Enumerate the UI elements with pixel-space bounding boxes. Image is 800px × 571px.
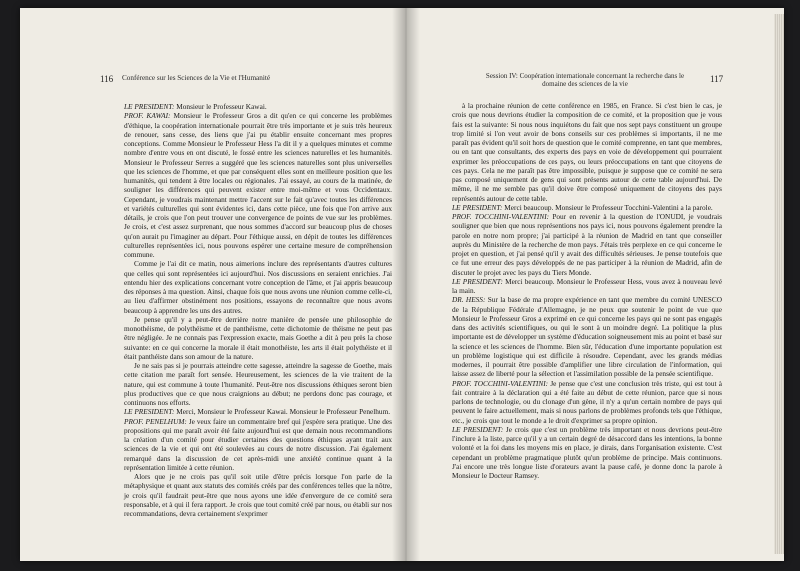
paragraph [124,315,392,361]
speaker-label: PROF. PENELHUM: [124,416,187,426]
page-text [452,101,722,480]
paragraph [452,425,722,481]
speaker-label: PROF. TOCCHINI-VALENTINI: [452,378,549,388]
page-edges [774,14,784,554]
book-gutter [392,8,420,561]
paragraph-text: Je pense que c'est une conclusion très triste, qui est tout à fait contraire à la déclaration qui a été faite au début de cette réunion, parce que si nous parlons de technologie, ou du clonage d'un gène, il n'y a qu'un certain nombre de pays qui peuvent le faire actuellement, mais si nous parlons de problèmes profonds tels que l'éthique, etc., je crois que tout le monde a le droit d'exprimer sa propre opinion. [452,378,722,425]
speaker-label: LE PRESIDENT: [452,276,503,286]
paragraph [124,259,392,315]
paragraph [124,472,392,518]
paragraph-text: Pour en revenir à la question de l'ONUDI, je voudrais souligner que bien que nous représentions nos pays ici, nous pouvons également prendre la parole en notre nom propre; j'ai participé à la réunion de Madrid en tant que conseiller auprès du Ministère de la recherche de mon pays. J'étais très perplexe en ce qui concerne le projet en question, et j'ai pensé qu'il y avait des difficultés sérieuses. Je pense toutefois que ce fut une erreur des pays développés de ne pas participer à la réunion de Madrid, afin de discuter le projet avec les pays du Tiers Monde. [452,212,722,277]
speaker-label: DR. HESS: [452,295,486,305]
speaker-label: LE PRESIDENT: [124,102,175,111]
speaker-label: LE PRESIDENT: [124,407,175,417]
speaker-label: PROF. KAWAI: [124,111,171,121]
paragraph [452,101,722,203]
paragraph-text: Je crois que c'est un problème très important et nous devrions peut-être l'inclure à la liste, parce qu'il y a un certain degré de désaccord dans les intentions, la bonne volonté et la foi dans les moyens mis en place, je dirais, dans l'organisation existente. C'est cependant un problème pragmatique plutôt qu'un problème de principe. Mais continuons. J'ai encore une très longue liste d'orateurs avant la pause café, je donne donc la parole à Monsieur le Docteur Ramsey. [452,424,723,480]
paragraph-text: Comme je l'ai dit ce matin, nous aimerions inclure des représentants d'autres cultures que celles qui sont représentées ici aujourd'hui. Nos discussions en seraient enrichies. J'ai entendu hier des explications concernant votre conception de l'âme, et j'ai appris beaucoup des réponses à ma question. Ainsi, chaque fois que nous avons une réunion comme celle-ci, au lieu d'affirmer obstinément nos positions, essayons de reconnaître que nous avons beaucoup à apprendre les uns des autres. [124,259,392,315]
paragraph [452,212,722,277]
speaker-label: PROF. TOCCHINI-VALENTINI: [452,212,550,221]
paragraph-text: Je veux faire un commentaire bref qui j'espère sera pratique. Une des propositions qui me paraît avoir été faite aujourd'hui est que demain nous recommandions la création d'un comité pour étudier certaines des questions éthiques ayant trait aux sciences de la vie et qui ont été soulevées au cours de notre discussion. J'ai également remarqué dans la discussion de cet après-midi une anxiété continue quant à la représentation limitée à cette réunion. [124,416,393,472]
paragraph [124,102,392,111]
page-text [124,102,392,518]
paragraph-text: Alors que je ne crois pas qu'il soit utile d'être précis lorsque l'on parle de la métaphysique et quant aux statuts des comités créés par des conférences telles que la nôtre, je crois qu'il faudrait peut-être que nous ayons une idée d'envergure de ce comité sera responsable, et à qui il fera rapport. Je crois que tout comité créé par nous, ou établi sur nos recommandations, devra certainement s'exprimer [124,472,392,518]
speaker-label: LE PRESIDENT: [452,202,503,212]
page-number: 117 [710,74,724,84]
speaker-label: LE PRESIDENT: [452,424,504,434]
paragraph-text: Je ne sais pas si je pourrais atteindre cette sagesse, atteindre la sagesse de Goethe, mais cette citation me paraît fort sensée. Heureusement, les sciences de la vie traitent de la nature, qui est commune à toute l'humanité. Peut-être nos discussions éthiques seront bien plus productives que ce que nous craignions au début; ne perdons donc pas courage, et continuons nos efforts. [124,361,392,407]
paragraph-text: Sur la base de ma propre expérience en tant que membre du comité UNESCO de la République Fédérale d'Allemagne, je ne peux que soutenir le point de vue que Monsieur le Professeur Gros a exprimé en ce qui concerne les pays qui ne sont pas engagés dans des activités scientifiques, ou qui le sont à un moindre degré. La politique la plus importante est de développer un système d'éducation soigneusement mis au point et basé sur la science et les sciences de l'homme. Bien sûr, l'éducation d'une importante population est un problème logistique qui est difficile à résoudre. Cependant, avec les grands médias modernes, il pourrait être possible d'amplifier une libre circulation de l'information, qui laisse assez de liberté pour la sélection et l'assimilation possible de la pensée scientifique. [452,295,722,379]
paragraph-text: à la prochaine réunion de cette conférence en 1985, en France. Si c'est bien le cas, je crois que nous devrions étudier la composition de ce comité, et la proposition que je vous fais est la suivante: Si nous nous inquiétons du fait que nos sept pays constituent un groupe trop limité si l'on veut avoir de bons conseils sur ces problèmes si importants, il ne me paraît pas évident qu'il soit hors de question que le comité comprenne, en tant que membres, ou en tant que consultants, des experts des pays en voie de développement qui pourraient exprimer les préoccupations de ces pays, ou leurs préoccupations en tant que citoyens de ces pays. Cela ne me paraît pas être impossible, puisque je suppose que ce comité ne sera pas composé uniquement de gens qui sont présents autour de cette table aujourd'hui. De même, il ne me semble pas qu'il doive être composé uniquement de citoyens des pays représentés autour de cette table. [452,101,722,203]
paragraph [124,417,392,473]
running-head: Session IV: Coopération internationale concernant la recherche dans le domaine des sciences de la vie [485,72,685,88]
paragraph [452,295,722,378]
running-head: Conférence sur les Sciences de la Vie et l'Humanité [122,74,271,82]
paragraph-text: Monsieur le Professeur Gros a dit qu'en ce qui concerne les problèmes d'éthique, la coopération internationale pourrait être très importante et je suis très heureux de renouer, sans cesse, des liens que j'ai pu établir ensuite concernant mes propres conceptions. Comme Monsieur le Professeur Hess l'a dit il y a quelques minutes et comme nombre d'entre vous en ont discuté, le fossé entre les sciences naturelles et les humanités. Monsieur le Professeur Serres a suggéré que les sciences naturelles sont plus universelles que les sciences de l'homme, et que par conséquent elles sont en meilleure position que les humanités, qui tendent à être locales ou régionales. J'ai essayé, au cours de la matinée, de souligner les différences qui peuvent exister entre moi-même et vous Occidentaux. Cependant, je voudrais maintenant mettre l'accent sur le fait qu'avec toutes les différences et variétés culturelles qui sont évidentes ici, dans cette pièce, une fois que l'on arrive aux détails, je crois que l'on peut trouver une convergence de points de vue sur les problèmes. Je crois, et c'est assez surprenant, que nous sommes d'accord sur beaucoup plus de choses qu'on aurait pu l'imaginer au départ. Pour l'éthique aussi, en dépit de toutes les différences culturelles représentées ici, nous pouvons espérer une certaine mesure de compréhension commune. [124,111,392,259]
paragraph-text: Merci, Monsieur le Professeur Kawai. Monsieur le Professeur Penelhum. [174,407,391,417]
paragraph [452,379,722,425]
paragraph-text: Merci beaucoup. Monsieur le Professeur Hess, vous avez à nouveau levé la main. [452,276,722,295]
paragraph [124,361,392,407]
left-page [20,8,392,561]
paragraph-text: Monsieur le Professeur Kawai. [174,102,267,111]
paragraph [452,203,722,212]
paragraph [452,277,722,296]
paragraph-text: Merci beaucoup. Monsieur le Professeur Tocchini-Valentini a la parole. [502,202,713,212]
book-spread [20,8,784,561]
paragraph [124,407,392,416]
paragraph [124,111,392,259]
right-page [420,8,774,561]
page-number: 116 [100,74,114,84]
paragraph-text: Je pense qu'il y a peut-être derrière notre manière de pensée une philosophie de monothéisme, de polythéisme et de panthéisme, cette dichotomie de théisme ne peut pas être négligée. Je ne connais pas l'expression exacte, mais Goethe a dit à peu près la chose suivante: en ce qui concerne la morale il était monothéiste, les arts il était polythéiste et il était panthéiste dans son amour de la nature. [124,314,392,361]
